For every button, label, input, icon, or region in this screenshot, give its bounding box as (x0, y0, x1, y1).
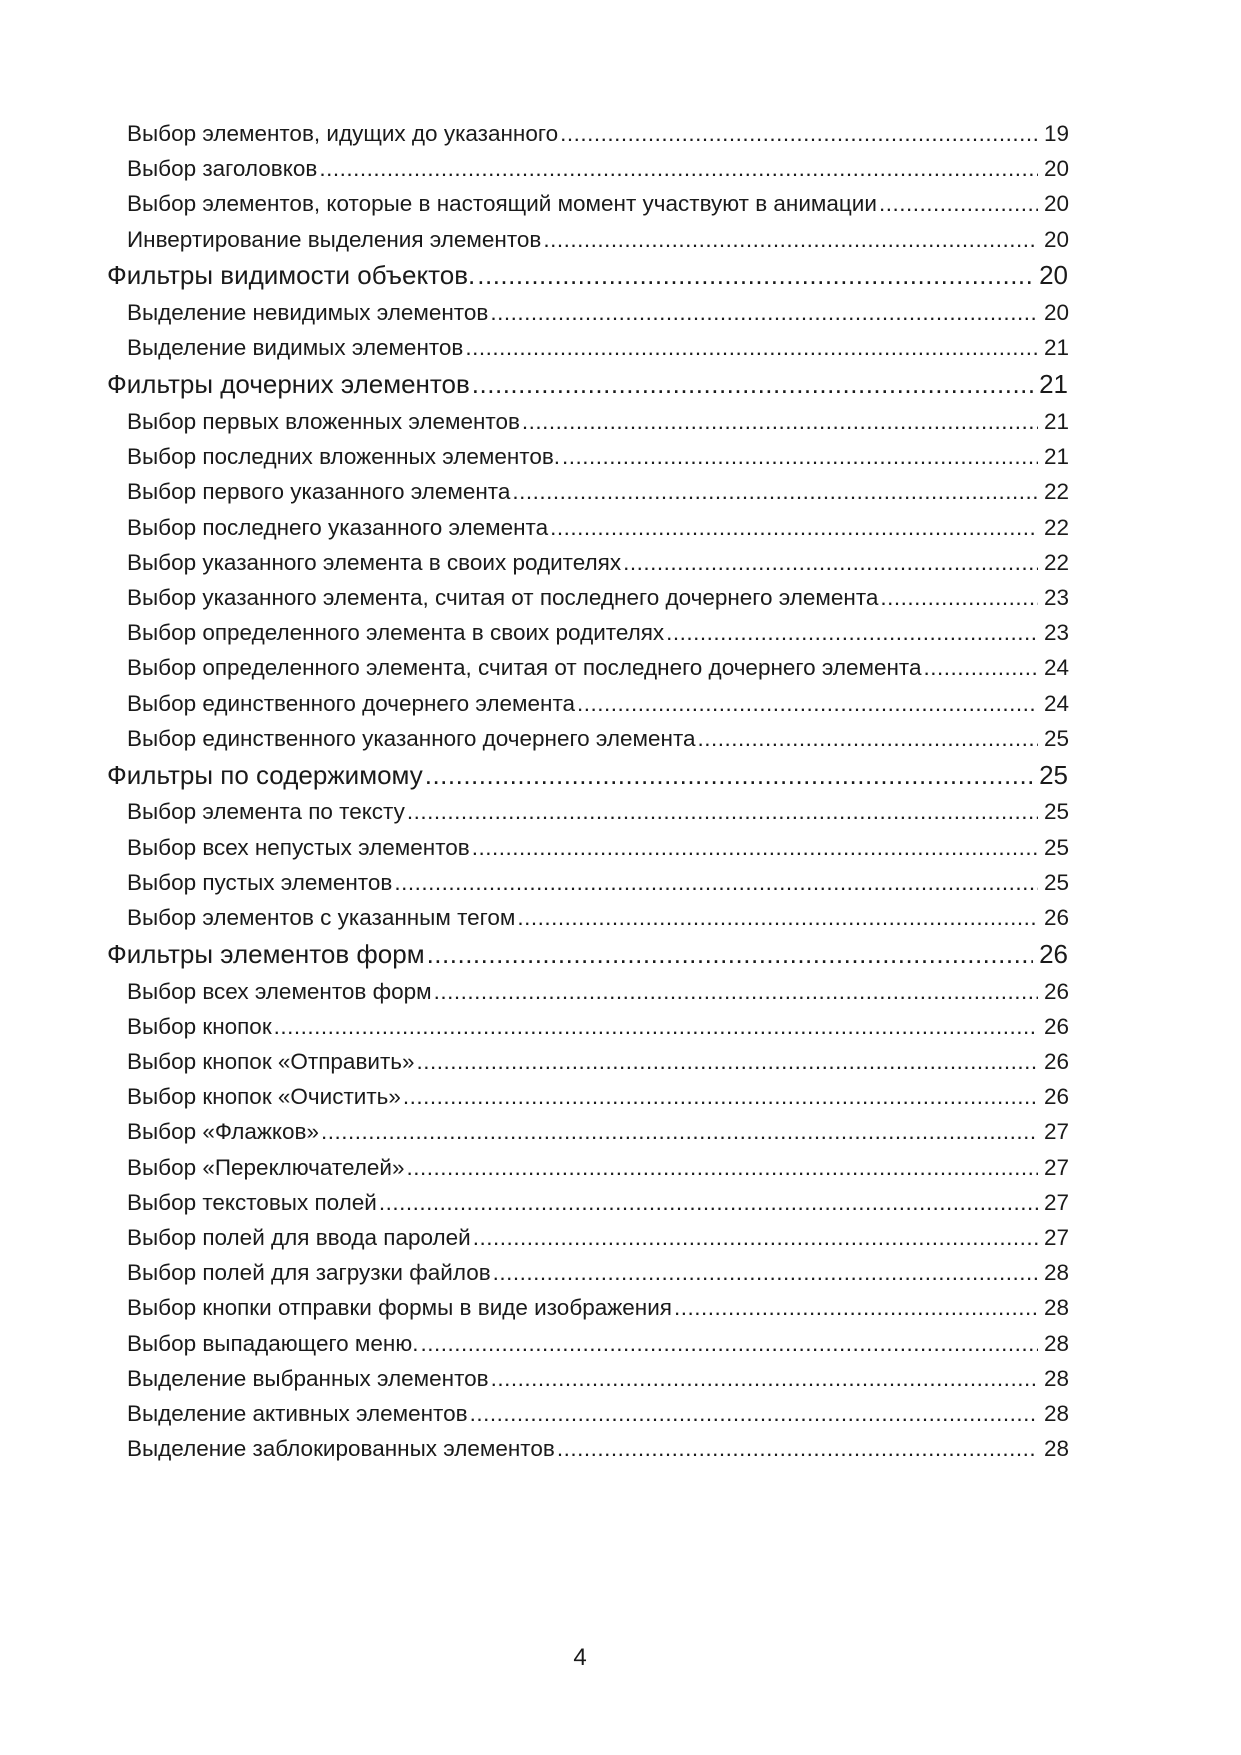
toc-entry-title: Выбор определенного элемента, считая от последнего дочернего элемента (127, 655, 922, 681)
toc-entry-title: Выбор заголовков (127, 156, 318, 182)
toc-entry-page-number: 22 (1043, 514, 1069, 540)
toc-entry-title: Выбор определенного элемента в своих родителях (127, 620, 665, 646)
toc-sub-entry[interactable] (127, 1080, 1069, 1114)
toc-dot-leader (407, 795, 1038, 829)
toc-entry-title: Выделение заблокированных элементов (127, 1436, 555, 1462)
toc-entry-title: Выделение выбранных элементов (127, 1365, 489, 1391)
toc-entry-page-number: 27 (1043, 1189, 1069, 1215)
toc-entry-page-number: 20 (1043, 300, 1069, 326)
toc-entry-title: Выбор текстовых полей (127, 1189, 377, 1215)
toc-entry-page-number: 24 (1043, 655, 1069, 681)
toc-dot-leader (473, 1221, 1038, 1255)
toc-sub-entry[interactable] (127, 331, 1069, 365)
toc-dot-leader (379, 1186, 1038, 1220)
toc-dot-leader (321, 1115, 1038, 1149)
toc-entry-page-number: 25 (1043, 799, 1069, 825)
toc-dot-leader (490, 296, 1038, 330)
toc-entry-title: Выбор последнего указанного элемента (127, 514, 549, 540)
toc-entry-title: Выбор полей для ввода паролей (127, 1225, 471, 1250)
toc-entry-title: Выбор всех элементов форм (127, 978, 432, 1004)
toc-sub-entry[interactable] (127, 223, 1069, 257)
toc-entry-page-number: 28 (1043, 1330, 1069, 1356)
toc-entry-title: Выбор единственного дочернего элемента (127, 690, 576, 716)
toc-entry-page-number: 20 (1039, 260, 1068, 291)
toc-entry-title: Выделение видимых элементов (127, 335, 464, 361)
toc-entry-title: Выбор кнопки отправки формы в виде изображения (127, 1295, 672, 1321)
toc-entry-page-number: 26 (1043, 1049, 1069, 1074)
toc-dot-leader (674, 1291, 1038, 1325)
toc-dot-leader (274, 1010, 1038, 1044)
toc-sub-entry[interactable] (127, 722, 1069, 756)
toc-sub-entry[interactable] (127, 1327, 1069, 1361)
toc-entry-title: Выбор кнопок «Отправить» (127, 1049, 415, 1074)
toc-entry-title: Выбор единственного указанного дочернего элемента (127, 725, 696, 751)
toc-sub-entry[interactable] (127, 1186, 1069, 1220)
toc-sub-entry[interactable] (127, 1397, 1069, 1431)
toc-dot-leader (666, 616, 1038, 650)
toc-dot-leader (557, 1432, 1038, 1466)
toc-entry-page-number: 21 (1039, 369, 1068, 400)
toc-dot-leader (434, 975, 1038, 1009)
toc-entry-page-number: 26 (1043, 905, 1069, 930)
toc-dot-leader (543, 223, 1038, 257)
toc-dot-leader (417, 1045, 1038, 1079)
toc-dot-leader (562, 440, 1038, 474)
toc-entry-page-number: 26 (1043, 978, 1069, 1004)
toc-entry-page-number: 26 (1043, 1084, 1069, 1110)
toc-dot-leader (517, 901, 1038, 935)
toc-sub-entry[interactable] (127, 975, 1069, 1009)
toc-entry-title: Выбор указанного элемента, считая от последнего дочернего элемента (127, 585, 879, 610)
toc-entry-page-number: 25 (1039, 759, 1068, 790)
page-number: 4 (573, 1644, 587, 1671)
toc-entry-page-number: 20 (1043, 191, 1069, 217)
toc-dot-leader (550, 511, 1038, 545)
toc-dot-leader (420, 1327, 1038, 1361)
toc-entry-page-number: 26 (1039, 938, 1068, 969)
toc-entry-page-number: 21 (1043, 444, 1069, 470)
toc-entry-page-number: 25 (1043, 834, 1069, 860)
toc-dot-leader (477, 256, 1033, 294)
toc-dot-leader (403, 1080, 1038, 1114)
toc-entry-title: Выбор кнопок «Очистить» (127, 1084, 401, 1110)
toc-entry-title: Выбор элементов, которые в настоящий момент участвуют в анимации (127, 191, 877, 217)
toc-dot-leader (698, 722, 1038, 756)
toc-dot-leader (472, 365, 1033, 403)
toc-sub-entry[interactable] (127, 687, 1069, 721)
toc-sub-entry[interactable] (127, 1221, 1069, 1255)
toc-section-entry[interactable] (107, 256, 1068, 294)
toc-entry-page-number: 21 (1043, 409, 1069, 434)
toc-dot-leader (394, 866, 1038, 900)
toc-dot-leader (493, 1256, 1038, 1290)
toc-entry-title: Инвертирование выделения элементов (127, 226, 542, 252)
toc-sub-entry[interactable] (127, 511, 1069, 545)
toc-entry-title: Фильтры по содержимому (107, 759, 423, 790)
toc-dot-leader (522, 405, 1038, 439)
toc-dot-leader (406, 1151, 1038, 1185)
toc-dot-leader (560, 117, 1038, 151)
toc-sub-entry[interactable] (127, 1010, 1069, 1044)
toc-entry-page-number: 22 (1043, 479, 1069, 505)
toc-entry-title: Выбор последних вложенных элементов. (127, 444, 561, 470)
toc-dot-leader (472, 831, 1038, 865)
toc-sub-entry[interactable] (127, 296, 1069, 330)
toc-entry-title: Выделение невидимых элементов (127, 300, 489, 326)
toc-entry-title: Выбор выпадающего меню. (127, 1330, 419, 1356)
toc-dot-leader (923, 651, 1037, 685)
toc-sub-entry[interactable] (127, 831, 1069, 865)
toc-entry-title: Выбор пустых элементов (127, 869, 393, 895)
toc-sub-entry[interactable] (127, 795, 1069, 829)
toc-entry-page-number: 21 (1043, 335, 1069, 361)
toc-dot-leader (425, 756, 1033, 794)
toc-entry-title: Выбор полей для загрузки файлов (127, 1260, 491, 1286)
toc-entry-page-number: 28 (1043, 1436, 1069, 1462)
toc-entry-title: Выбор кнопок (127, 1013, 272, 1039)
toc-entry-page-number: 23 (1043, 620, 1069, 646)
toc-section-entry[interactable] (107, 756, 1068, 794)
toc-entry-title: Выбор «Флажков» (127, 1119, 319, 1145)
toc-entry-page-number: 19 (1043, 121, 1069, 146)
toc-section-entry[interactable] (107, 365, 1068, 403)
toc-entry-title: Выбор всех непустых элементов (127, 834, 470, 860)
toc-sub-entry[interactable] (127, 581, 1069, 615)
toc-dot-leader (319, 152, 1038, 186)
toc-entry-page-number: 28 (1043, 1260, 1069, 1286)
toc-entry-page-number: 25 (1043, 725, 1069, 751)
toc-sub-entry[interactable] (127, 440, 1069, 474)
toc-entry-title: Выбор «Переключателей» (127, 1154, 405, 1180)
toc-sub-entry[interactable] (127, 1256, 1069, 1290)
toc-entry-page-number: 24 (1043, 690, 1069, 716)
toc-entry-title: Выбор первых вложенных элементов (127, 409, 520, 434)
toc-sub-entry[interactable] (127, 651, 1069, 685)
toc-sub-entry[interactable] (127, 1432, 1069, 1466)
toc-dot-leader (623, 546, 1038, 580)
toc-sub-entry[interactable] (127, 152, 1069, 186)
toc-entry-page-number: 25 (1043, 869, 1069, 895)
toc-entry-title: Фильтры элементов форм (107, 938, 425, 969)
toc-entry-title: Выбор элементов с указанным тегом (127, 905, 516, 930)
toc-entry-page-number: 26 (1043, 1013, 1069, 1039)
toc-entry-page-number: 28 (1043, 1401, 1069, 1426)
toc-entry-page-number: 22 (1043, 549, 1069, 575)
toc-entry-page-number: 27 (1043, 1154, 1069, 1180)
toc-entry-title: Выбор указанного элемента в своих родителях (127, 549, 622, 575)
toc-sub-entry[interactable] (127, 546, 1069, 580)
toc-sub-entry[interactable] (127, 1045, 1069, 1079)
toc-section-entry[interactable] (107, 935, 1068, 973)
toc-sub-entry[interactable] (127, 1291, 1069, 1325)
toc-sub-entry[interactable] (127, 1151, 1069, 1185)
toc-sub-entry[interactable] (127, 475, 1069, 509)
toc-sub-entry[interactable] (127, 405, 1069, 439)
toc-dot-leader (427, 935, 1034, 973)
toc-sub-entry[interactable] (127, 1115, 1069, 1149)
toc-entry-page-number: 28 (1043, 1295, 1069, 1321)
toc-dot-leader (577, 687, 1038, 721)
toc-entry-page-number: 20 (1043, 226, 1069, 252)
toc-sub-entry[interactable] (127, 866, 1069, 900)
toc-entry-page-number: 28 (1043, 1365, 1069, 1391)
toc-entry-title: Выделение активных элементов (127, 1401, 468, 1426)
toc-entry-page-number: 20 (1043, 156, 1069, 182)
toc-entry-title: Выбор первого указанного элемента (127, 479, 511, 505)
toc-sub-entry[interactable] (127, 1362, 1069, 1396)
toc-entry-title: Фильтры дочерних элементов (107, 369, 470, 400)
toc-dot-leader (512, 475, 1038, 509)
toc-entry-title: Выбор элементов, идущих до указанного (127, 121, 559, 146)
toc-entry-title: Выбор элемента по тексту (127, 799, 405, 825)
toc-entry-page-number: 23 (1043, 585, 1069, 610)
toc-entry-page-number: 27 (1043, 1225, 1069, 1250)
toc-entry-title: Фильтры видимости объектов. (107, 260, 476, 291)
toc-sub-entry[interactable] (127, 616, 1069, 650)
toc-dot-leader (491, 1362, 1038, 1396)
toc-dot-leader (880, 581, 1038, 615)
toc-dot-leader (879, 187, 1038, 221)
toc-dot-leader (465, 331, 1038, 365)
toc-sub-entry[interactable] (127, 901, 1069, 935)
toc-sub-entry[interactable] (127, 187, 1069, 221)
toc-sub-entry[interactable] (127, 117, 1069, 151)
toc-dot-leader (470, 1397, 1038, 1431)
toc-entry-page-number: 27 (1043, 1119, 1069, 1145)
